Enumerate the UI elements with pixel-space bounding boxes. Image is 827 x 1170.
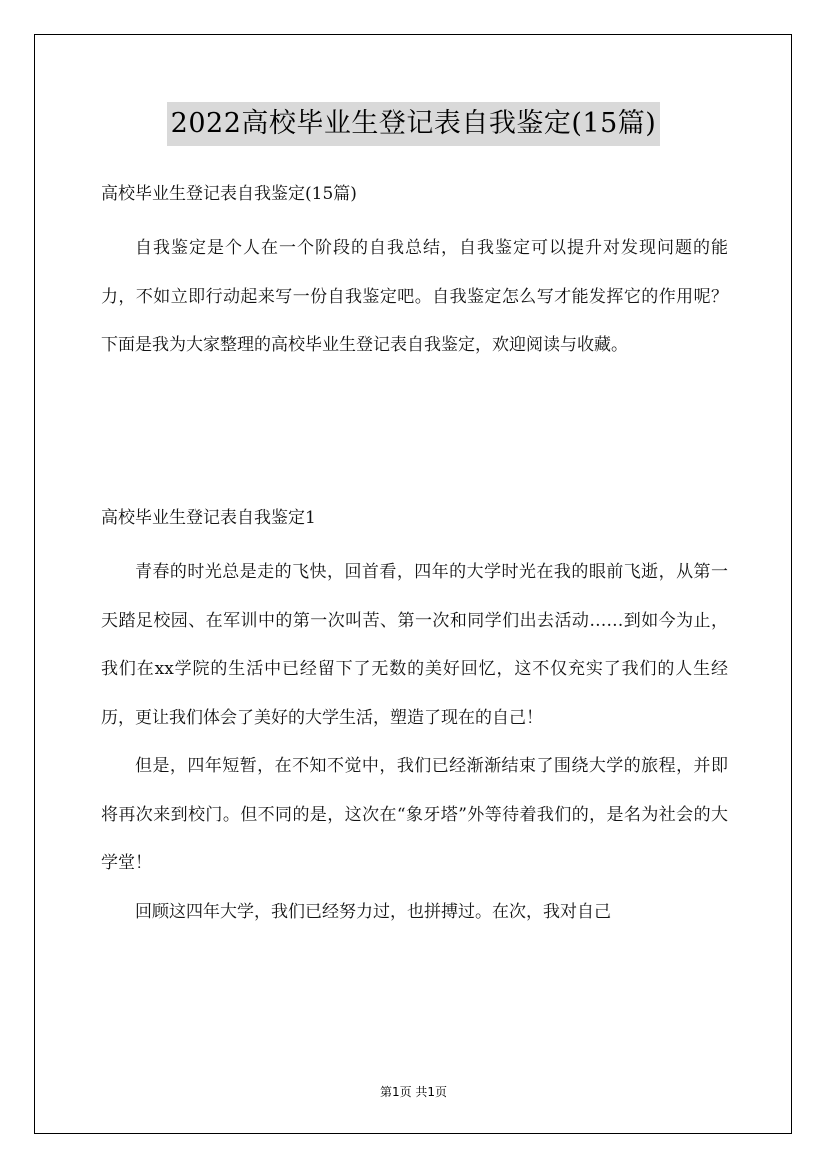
paragraph-1: 青春的时光总是走的飞快，回首看，四年的大学时光在我的眼前飞逝，从第一天踏足校园、在军训中的第一次叫苦、第一次和同学们出去活动……到如今为止，我们在xx学院的生活中已经留下了无数的美好回忆，这不仅充实了我们的人生经历，更让我们体会了美好的大学生活，塑造了现在的自己！ bbox=[101, 562, 728, 728]
document-subtitle: 高校毕业生登记表自我鉴定(15篇) bbox=[101, 184, 357, 204]
paragraph-3: 回顾这四年大学，我们已经努力过，也拼搏过。在次，我对自己 bbox=[135, 901, 611, 922]
section-heading: 高校毕业生登记表自我鉴定1 bbox=[101, 508, 316, 528]
title-container bbox=[0, 102, 827, 146]
intro-paragraph: 自我鉴定是个人在一个阶段的自我总结，自我鉴定可以提升对发现问题的能力，不如立即行动起来写一份自我鉴定吧。自我鉴定怎么写才能发挥它的作用呢？下面是我为大家整理的高校毕业生登记表自我鉴定，欢迎阅读与收藏。 bbox=[101, 238, 728, 355]
section-body bbox=[101, 548, 728, 936]
intro-block bbox=[101, 224, 728, 370]
paragraph-2: 但是，四年短暂，在不知不觉中，我们已经渐渐结束了围绕大学的旅程，并即将再次来到校门。但不同的是，这次在“象牙塔”外等待着我们的，是名为社会的大学堂！ bbox=[101, 756, 728, 873]
page-footer: 第1页 共1页 bbox=[379, 1085, 448, 1099]
document-title: 2022高校毕业生登记表自我鉴定(15篇) bbox=[167, 102, 661, 146]
